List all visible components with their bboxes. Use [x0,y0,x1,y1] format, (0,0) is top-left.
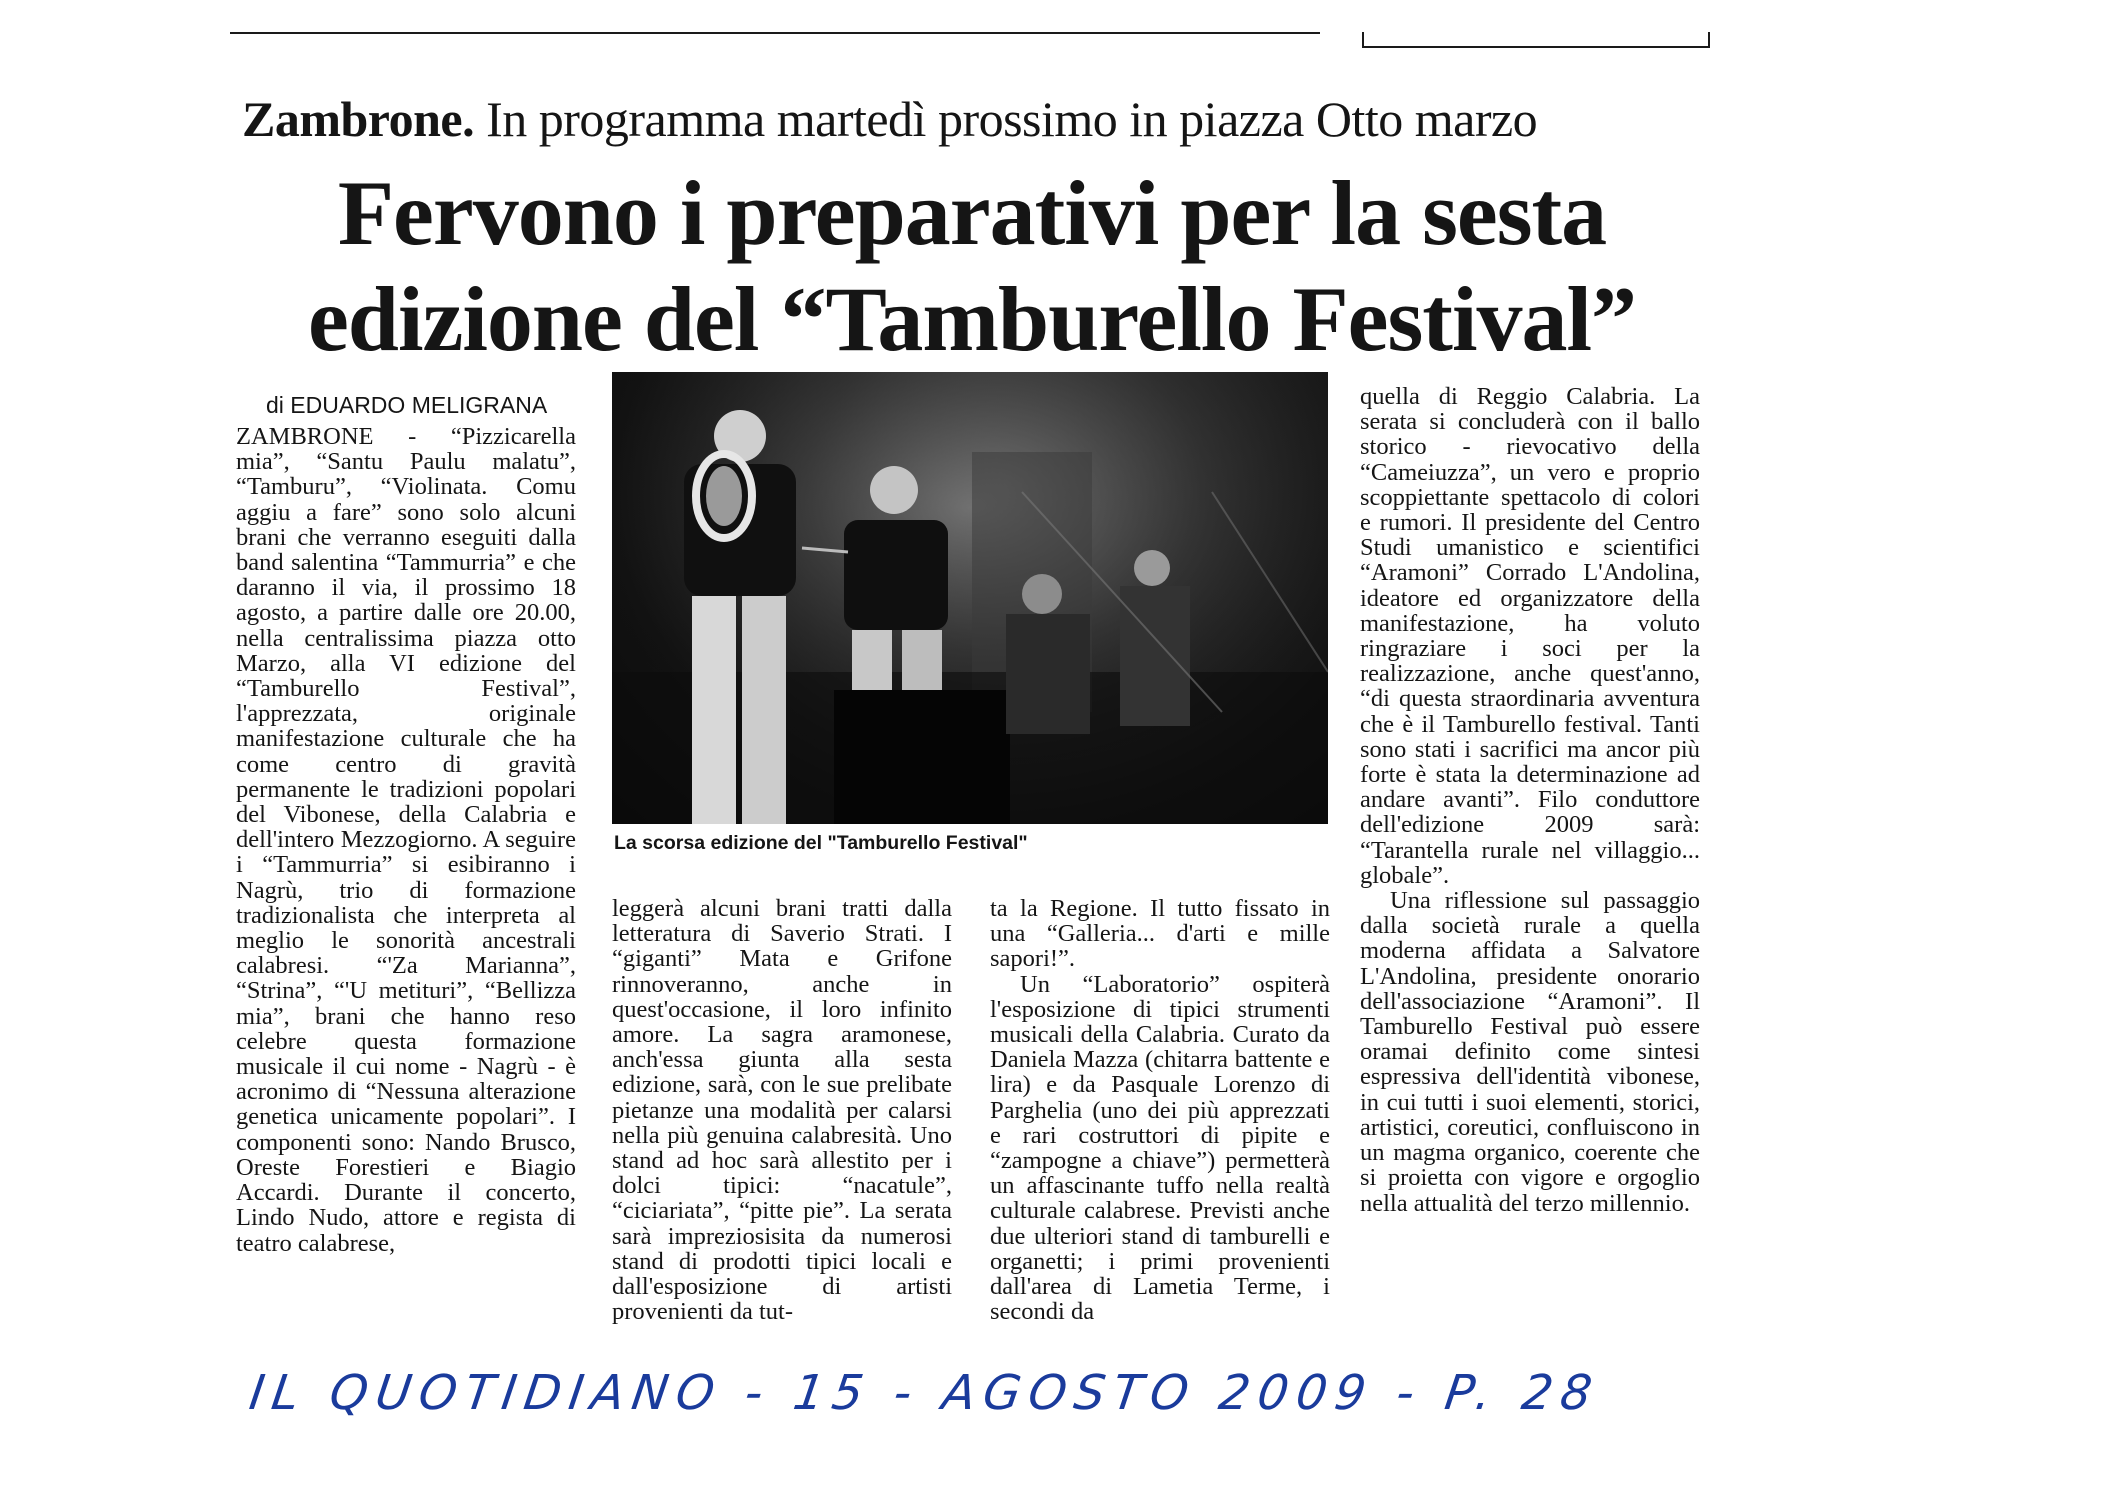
paragraph: Una riflessione sul passaggio dalla società rurale a quella moderna affidata a Salvatore L'Andolina, presidente onorario dell'associazione “Aramoni”. Il Tamburello Festival può essere oramai definito come sintesi espressiva dell'identità vibonese, in cui tutti i suoi elementi, storici, artistici, coreutici, confluiscono in un magma organico, coerente che si proietta con vigore e orgoglio nella attualità del terzo millennio. [1360,887,1700,1217]
paragraph: leggerà alcuni brani tratti dalla letteratura di Saverio Strati. I “giganti” Mata e Grifone rinnoveranno, anche in quest'occasione, il loro infinito amore. La sagra aramonese, anch'essa giunta alla sesta edizione, sarà, con le sue prelibate pietanze una modalità per calarsi nella più genuina calabresità. Uno stand ad hoc sarà allestito per i dolci tipici: “nacatule”, “ciciariata”, “pitte pie”. La serata sarà impreziosisita da numerosi stand di prodotti tipici locali e dall'esposizione di artisti provenienti da tut- [612,895,952,1326]
stage-scene-image [612,372,1328,824]
paragraph: quella di Reggio Calabria. La serata si concluderà con il ballo storico - rievocativo della “Cameiuzza”, un vero e proprio scoppiettante spettacolo di colori e rumori. Il presidente del Centro Studi umanistico e scientifici “Aramoni” Corrado L'Andolina, ideatore ed organizzatore della manifestazione, ha voluto ringraziare i soci per la realizzazione, anche quest'anno, “di questa straordinaria avventura che è il Tamburello festival. Tanti sono stati i sacrifici ma ancor più forte è stata la determinazione ad andare avanti”. Filo conduttore dell'edizione 2009 sarà: “Tarantella rurale nel villaggio... globale”. [1360,383,1700,889]
paragraph: ta la Regione. Il tutto fissato in una “Galleria... d'arti e mille sapori!”. [990,895,1330,973]
headline-line-1: Fervono i preparativi per la sesta [337,162,1607,264]
photo-caption: La scorsa edizione del "Tamburello Festival" [614,832,1028,854]
kicker-place: Zambrone. [242,91,475,147]
paragraph: ZAMBRONE - “Pizzicarella mia”, “Santu Paulu malatu”, “Tamburu”, “Violinata. Comu aggiu a fare” sono solo alcuni brani che verranno eseguiti dalla band salentina “Tammurria” e che daranno il via, il prossimo 18 agosto, a partire dalle ore 20.00, nella centralissima piazza otto Marzo, alla VI edizione del “Tamburello Festival”, l'apprezzata, originale manifestazione culturale che ha come centro di gravità permanente le tradizioni popolari del Vibonese, della Calabria e dell'intero Mezzogiorno. A seguire i “Tammurria” si esibiranno i Nagrù, trio di formazione tradizionalista che interpreta al meglio le sonorità ancestrali calabresi. “'Za Marianna”, “Strina”, “'U metituri”, “Bellizza mia”, brani che hanno reso celebre questa formazione musicale il cui nome - Nagrù - è acronimo di “Nessuna alterazione genetica unicamente popolari”. I componenti sono: Nando Brusco, Oreste Forestieri e Biagio Accardi. Durante il concerto, Lindo Nudo, attore e regista di teatro calabrese, [236,423,576,1257]
paragraph: Un “Laboratorio” ospiterà l'esposizione di tipici strumenti musicali della Calabria. Curato da Daniela Mazza (chitarra battente e lira) e da Pasquale Lorenzo di Parghelia (uno dei più apprezzati e rari costruttori di pipite e “zampogne a chiave”) permetterà un affascinante tuffo nella realtà culturale calabrese. Previsti anche due ulteriori stand di tamburelli e organetti; i primi provenienti dall'area di Lametia Terme, i secondi da [990,970,1330,1326]
newspaper-clipping [230,20,1710,1421]
headline-line-2: edizione del “Tamburello Festival” [307,268,1637,370]
text-column-4 [1360,384,1700,1216]
article-headline [242,160,1702,372]
text-column-3 [990,896,1330,1324]
text-column-2 [612,896,952,1324]
rule-tick-left [1362,32,1364,48]
article-kicker [242,90,1702,148]
handwritten-source-note: IL QUOTIDIANO - 15 - AGOSTO 2009 - P. 28 [246,1365,1604,1421]
kicker-text: In programma martedì prossimo in piazza Otto marzo [474,91,1538,147]
text-column-1 [236,424,576,1256]
top-rule-right [1362,46,1710,48]
festival-photo [612,372,1328,824]
rule-tick-right [1708,32,1710,48]
byline: di EDUARDO MELIGRANA [266,392,548,418]
top-rule-left [230,32,1320,34]
